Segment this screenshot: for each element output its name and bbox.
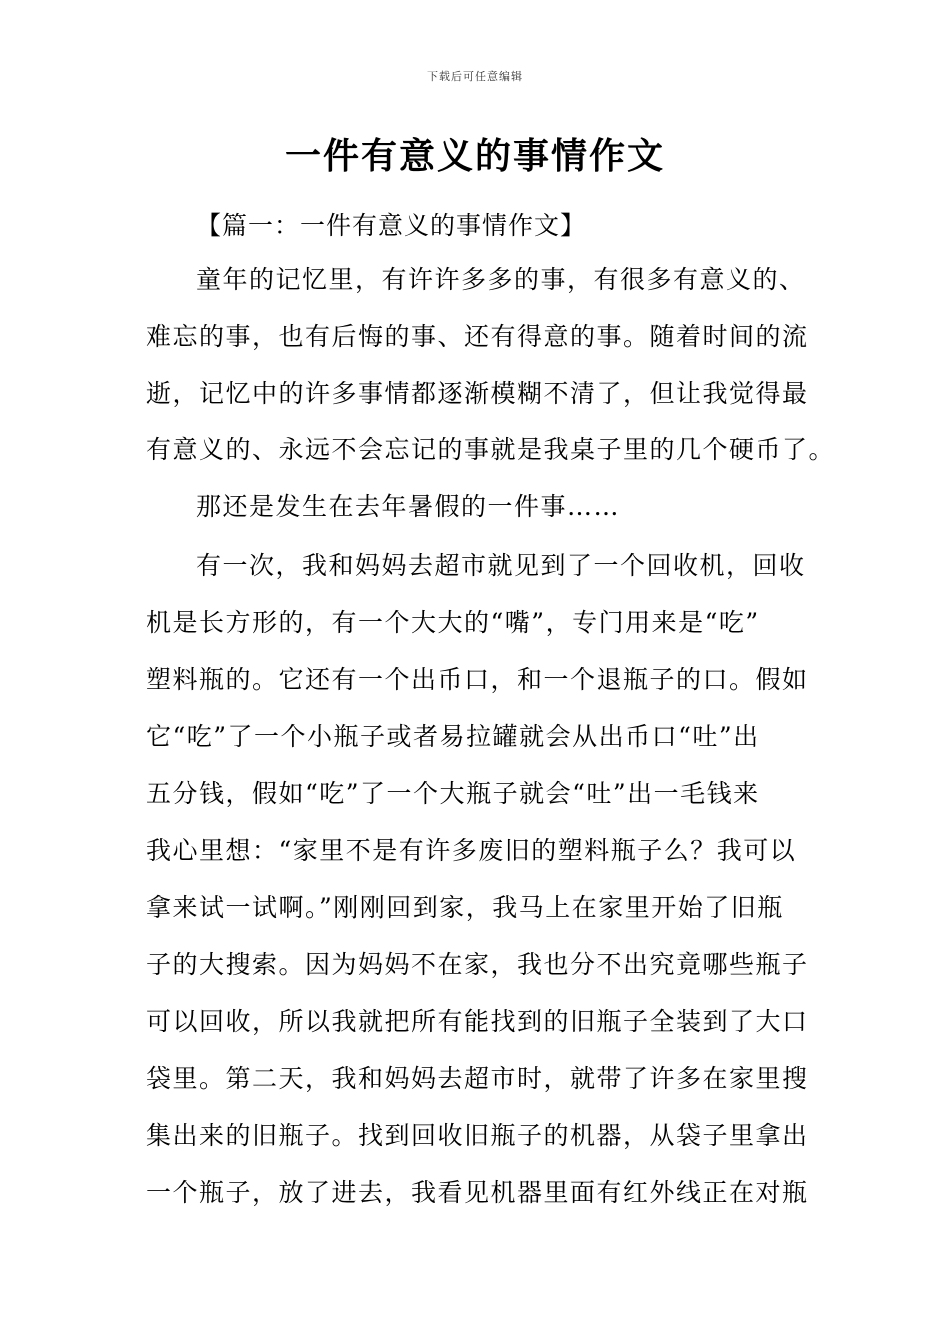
text-line: 集出来的旧瓶子。找到回收旧瓶子的机器，从袋子里拿出 <box>146 1121 809 1150</box>
text-line: 逝，记忆中的许多事情都逐渐模糊不清了，但让我觉得最 <box>146 379 809 408</box>
text-line: 它“吃”了一个小瓶子或者易拉罐就会从出币口“吐”出 <box>146 722 760 751</box>
text-line: 童年的记忆里，有许许多多的事，有很多有意义的、 <box>196 265 806 294</box>
text-line: 塑料瓶的。它还有一个出币口，和一个退瓶子的口。假如 <box>146 665 809 694</box>
text-line: 可以回收，所以我就把所有能找到的旧瓶子全装到了大口 <box>146 1007 809 1036</box>
text-line: 有一次，我和妈妈去超市就见到了一个回收机，回收 <box>196 551 806 580</box>
header-note: 下载后可任意编辑 <box>427 70 523 83</box>
text-line: 机是长方形的，有一个大大的“嘴”，专门用来是“吃” <box>146 608 760 637</box>
text-line: 那还是发生在去年暑假的一件事…… <box>196 492 621 521</box>
document-title: 一件有意义的事情作文 <box>284 136 665 177</box>
text-line: 有意义的、永远不会忘记的事就是我桌子里的几个硬币了。 <box>146 435 836 464</box>
text-line: 一个瓶子，放了进去，我看见机器里面有红外线正在对瓶 <box>146 1178 809 1207</box>
text-line: 我心里想：“家里不是有许多废旧的塑料瓶子么？我可以 <box>146 836 797 865</box>
text-line: 难忘的事，也有后悔的事、还有得意的事。随着时间的流 <box>146 322 809 351</box>
text-line: 拿来试一试啊。”刚刚回到家，我马上在家里开始了旧瓶 <box>146 893 784 922</box>
text-line: 袋里。第二天，我和妈妈去超市时，就带了许多在家里搜 <box>146 1064 809 1093</box>
text-line: 子的大搜索。因为妈妈不在家，我也分不出究竟哪些瓶子 <box>146 950 809 979</box>
section-heading: 【篇一：一件有意义的事情作文】 <box>196 211 587 240</box>
text-line: 五分钱，假如“吃”了一个大瓶子就会“吐”出一毛钱来 <box>146 779 760 808</box>
